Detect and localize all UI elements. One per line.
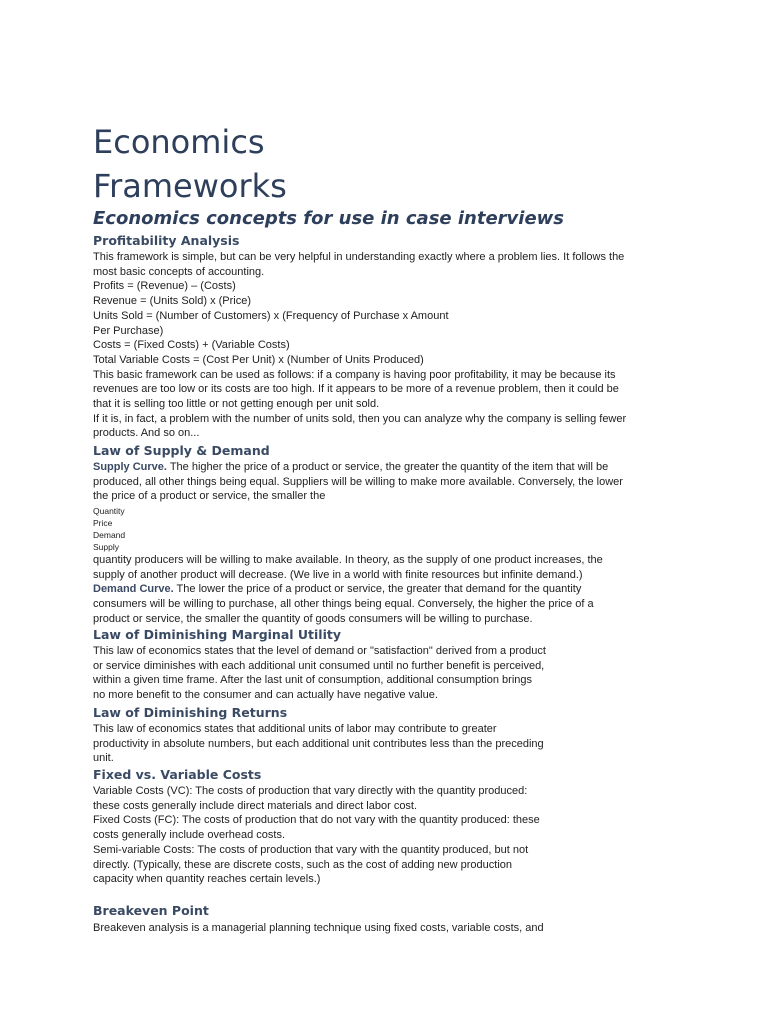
formula-revenue: Revenue = (Units Sold) x (Price) bbox=[93, 295, 252, 308]
figure-label-quantity: Quantity bbox=[93, 506, 125, 516]
paragraph-line: products. And so on... bbox=[93, 427, 200, 440]
paragraph-line: product or service, the smaller the quantity of goods consumers will be willing to purchase. bbox=[93, 612, 533, 625]
section-supply-body-a bbox=[93, 460, 683, 504]
document-title bbox=[93, 120, 653, 208]
section-supply-body-b bbox=[93, 553, 683, 627]
paragraph-line: produced, all other things being equal. Suppliers will be willing to make more available. Conversely, the lower bbox=[93, 475, 623, 488]
paragraph-line: supply of another product will decrease. (We live in a world with finite resources but infinite demand.) bbox=[93, 568, 583, 581]
formula-units-sold-cont: Per Purchase) bbox=[93, 324, 164, 337]
formula-total-variable-costs: Total Variable Costs = (Cost Per Unit) x (Number of Units Produced) bbox=[93, 353, 424, 366]
heading-diminishing-returns: Law of Diminishing Returns bbox=[93, 705, 288, 720]
figure-label-supply: Supply bbox=[93, 542, 119, 552]
heading-fixed-variable-costs: Fixed vs. Variable Costs bbox=[93, 767, 262, 782]
figure-label-price: Price bbox=[93, 518, 113, 528]
title-line-2: Frameworks bbox=[93, 167, 287, 205]
supply-curve-text: The higher the price of a product or service, the greater the quantity of the item that will be bbox=[166, 461, 609, 473]
paragraph-line: most basic concepts of accounting. bbox=[93, 265, 265, 278]
paragraph-line: unit. bbox=[93, 752, 114, 765]
paragraph-line: Breakeven analysis is a managerial planning technique using fixed costs, variable costs, and bbox=[93, 922, 544, 934]
paragraph-line: revenues are too low or its costs are too high. If it appears to be more of a revenue problem, then it could be bbox=[93, 383, 619, 396]
title-line-1: Economics bbox=[93, 123, 265, 161]
section-profitability-body bbox=[93, 250, 683, 441]
paragraph-line: consumers will be willing to purchase, all other things being equal. Conversely, the higher the price of a bbox=[93, 598, 594, 611]
formula-profits: Profits = (Revenue) – (Costs) bbox=[93, 280, 236, 293]
supply-curve-line bbox=[93, 460, 683, 475]
section-diminishing-returns-body bbox=[93, 722, 683, 766]
heading-marginal-utility: Law of Diminishing Marginal Utility bbox=[93, 627, 341, 642]
paragraph-line: Variable Costs (VC): The costs of production that vary directly with the quantity produced: bbox=[93, 785, 528, 797]
paragraph-line: costs generally include overhead costs. bbox=[93, 829, 285, 842]
figure-label-demand: Demand bbox=[93, 530, 126, 540]
section-breakeven-body bbox=[93, 921, 683, 936]
demand-curve-text: The lower the price of a product or service, the greater that demand for the quantity bbox=[173, 583, 582, 596]
demand-curve-line bbox=[93, 582, 683, 597]
paragraph-line: these costs generally include direct materials and direct labor cost. bbox=[93, 799, 418, 812]
paragraph-line: within a given time frame. After the last unit of consumption, additional consumption brings bbox=[93, 674, 533, 687]
heading-supply-demand: Law of Supply & Demand bbox=[93, 443, 270, 458]
paragraph-line: that it is selling too little or not getting enough per unit sold. bbox=[93, 398, 380, 411]
paragraph-line: Fixed Costs (FC): The costs of production that do not vary with the quantity produced: these bbox=[93, 814, 540, 827]
paragraph-line: quantity producers will be willing to make available. In theory, as the supply of one product increases, the bbox=[93, 554, 603, 566]
formula-units-sold: Units Sold = (Number of Customers) x (Frequency of Purchase x Amount bbox=[93, 309, 449, 322]
paragraph-line: This basic framework can be used as follows: if a company is having poor profitability, it may be because its bbox=[93, 368, 616, 381]
paragraph-line: directly. (Typically, these are discrete costs, such as the cost of adding new production bbox=[93, 858, 513, 871]
heading-profitability-analysis: Profitability Analysis bbox=[93, 233, 240, 248]
paragraph-line: This law of economics states that additional units of labor may contribute to greater bbox=[93, 723, 497, 735]
paragraph-line: If it is, in fact, a problem with the number of units sold, then you can analyze why the company is selling fewer bbox=[93, 412, 627, 425]
figure-labels bbox=[93, 505, 125, 553]
section-fixed-variable-body bbox=[93, 784, 683, 887]
paragraph-line: Semi-variable Costs: The costs of production that vary with the quantity produced, but not bbox=[93, 843, 529, 856]
paragraph-line: This law of economics states that the level of demand or "satisfaction" derived from a product bbox=[93, 645, 546, 657]
paragraph-line: or service diminishes with each additional unit consumed until no further benefit is perceived, bbox=[93, 659, 545, 672]
paragraph-line: productivity in absolute numbers, but each additional unit contributes less than the preceding bbox=[93, 737, 544, 750]
demand-curve-label: Demand Curve. bbox=[93, 583, 174, 596]
paragraph-line: capacity when quantity reaches certain levels.) bbox=[93, 873, 321, 886]
paragraph-line: no more benefit to the consumer and can actually have negative value. bbox=[93, 689, 438, 702]
section-marginal-utility-body bbox=[93, 644, 683, 703]
document-subtitle: Economics concepts for use in case interviews bbox=[93, 208, 565, 229]
supply-curve-label: Supply Curve. bbox=[93, 461, 167, 473]
heading-breakeven-point: Breakeven Point bbox=[93, 903, 209, 918]
formula-costs: Costs = (Fixed Costs) + (Variable Costs) bbox=[93, 339, 290, 352]
paragraph-line: This framework is simple, but can be very helpful in understanding exactly where a problem lies. It follows the bbox=[93, 251, 625, 263]
paragraph-line: the price of a product or service, the smaller the bbox=[93, 490, 326, 503]
